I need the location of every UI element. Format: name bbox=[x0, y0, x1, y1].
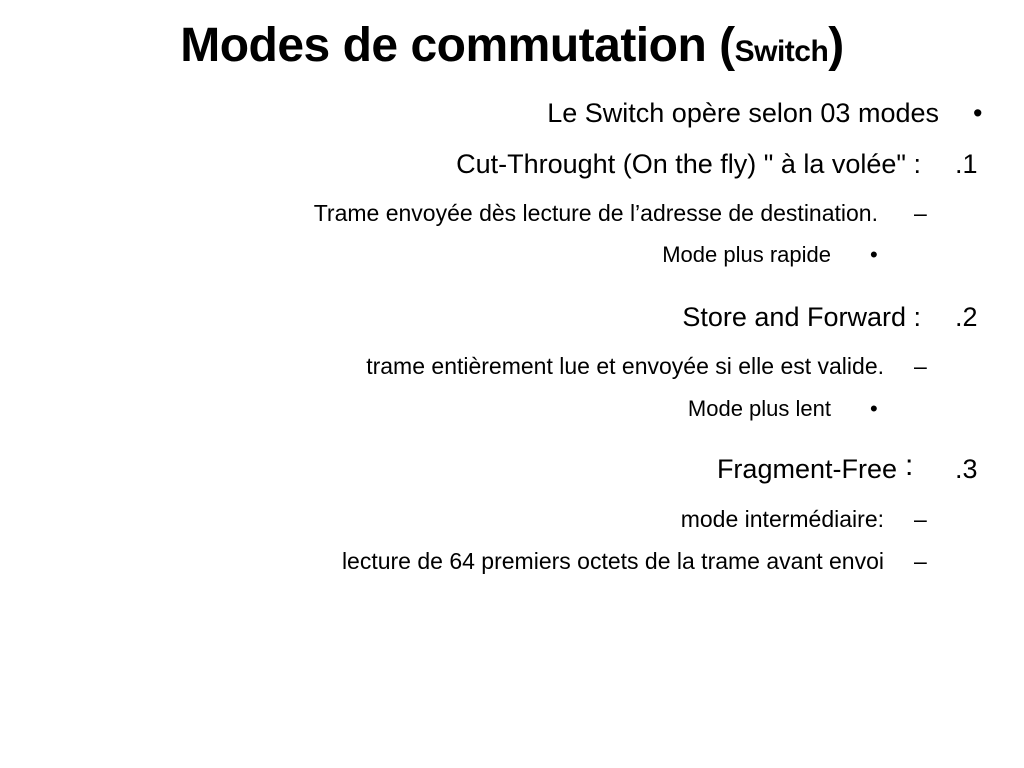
mode-2-speed: Mode plus lent bbox=[687, 396, 831, 421]
mode-3-detail: lecture de 64 premiers octets de la trame avant envoi bbox=[341, 548, 884, 574]
mode-1-heading: Cut-Throught (On the fly) " à la volée" : bbox=[456, 149, 921, 179]
intro-text: Le Switch opère selon 03 modes bbox=[547, 98, 939, 128]
bullet-icon: • bbox=[973, 98, 983, 128]
title-close: ) bbox=[828, 19, 844, 72]
mode-3-number: .3 bbox=[955, 454, 978, 484]
bullet-icon: • bbox=[870, 242, 878, 267]
bullet-icon: • bbox=[870, 396, 878, 421]
dash-icon: – bbox=[914, 506, 927, 532]
mode-1-speed: Mode plus rapide bbox=[662, 242, 831, 267]
mode-2-description: trame entièrement lue et envoyée si elle est valide. bbox=[366, 353, 884, 379]
mode-2-number: .2 bbox=[955, 302, 978, 332]
mode-1-number: .1 bbox=[955, 149, 978, 179]
mode-3-heading: Fragment-Free bbox=[716, 454, 897, 484]
mode-2-heading: Store and Forward : bbox=[682, 302, 921, 332]
title-main: Modes de commutation ( bbox=[180, 19, 735, 72]
mode-3-colon: : bbox=[905, 449, 914, 482]
mode-3-description: mode intermédiaire: bbox=[680, 506, 884, 532]
dash-icon: – bbox=[914, 353, 927, 379]
dash-icon: – bbox=[914, 548, 927, 574]
mode-1-description: Trame envoyée dès lecture de l’adresse de destination. bbox=[313, 200, 878, 226]
slide-title bbox=[0, 14, 1024, 84]
title-switch: Switch bbox=[734, 35, 829, 68]
dash-icon: – bbox=[914, 200, 927, 226]
